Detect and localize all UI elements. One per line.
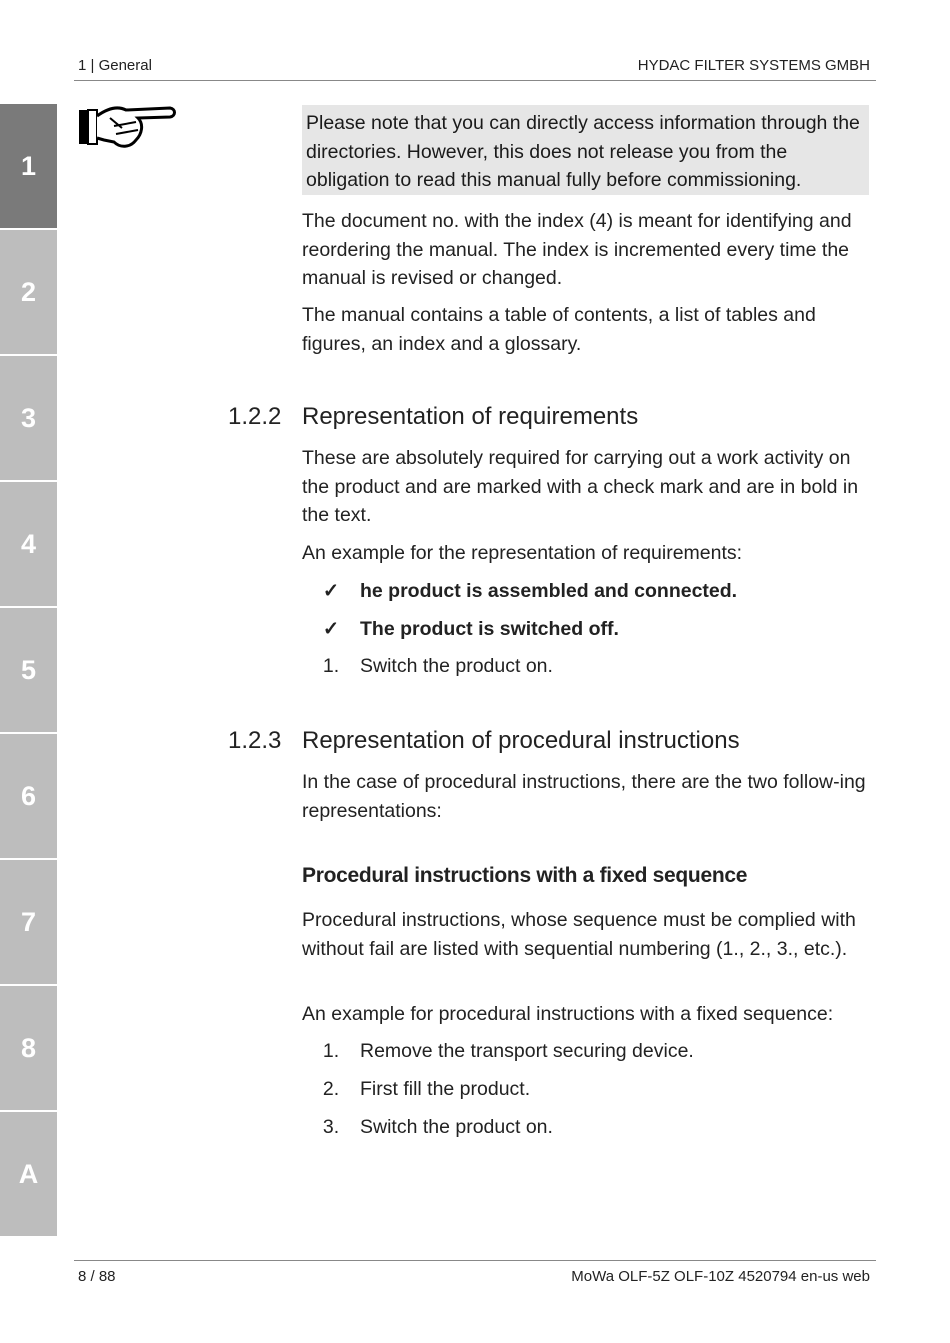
header-rule: [74, 80, 876, 81]
paragraph: In the case of procedural instructions, there are the two follow-ing representations:: [302, 771, 866, 822]
step-text: Switch the product on.: [360, 1116, 553, 1138]
chapter-tab-7[interactable]: 7: [0, 860, 57, 984]
section-title: Representation of procedural instructions: [302, 727, 740, 754]
header-chapter: 1 | General: [78, 57, 152, 74]
footer-rule: [74, 1260, 876, 1261]
subheading: Procedural instructions with a fixed sequence: [302, 864, 748, 887]
section-number: 1.2.2: [228, 403, 282, 430]
document-id: MoWa OLF-5Z OLF-10Z 4520794 en-us web: [571, 1268, 870, 1285]
check-mark-icon: ✓: [322, 580, 340, 602]
section-heading-1-2-2: [228, 403, 638, 431]
step-item: [302, 655, 553, 678]
intro-paragraph-2: The manual contains a table of contents, a list of tables and figures, an index and a glossary.: [302, 304, 816, 355]
step-item: [302, 1116, 553, 1139]
section-number: 1.2.3: [228, 727, 282, 754]
paragraph: Procedural instructions, whose sequence must be complied with without fail are listed with sequential numbering (1., 2., 3., etc.).: [302, 909, 856, 960]
check-mark-icon: ✓: [322, 618, 340, 640]
pointing-hand-icon: [78, 104, 176, 150]
step-text: Remove the transport securing device.: [360, 1040, 694, 1062]
paragraph: An example for procedural instructions with a fixed sequence:: [302, 1003, 834, 1025]
section-title: Representation of requirements: [302, 403, 639, 430]
header-company: HYDAC FILTER SYSTEMS GMBH: [637, 57, 870, 74]
section-heading-1-2-3: [228, 727, 740, 755]
chapter-tab-4[interactable]: 4: [0, 482, 57, 606]
page-number: 8 / 88: [78, 1268, 116, 1285]
note-text: Please note that you can directly access information through the directories. However, this does not release you from the obligation to read this manual fully before commissioning.: [306, 112, 860, 191]
step-number: 1.: [322, 1040, 340, 1062]
note-box: [302, 105, 869, 195]
paragraph: An example for the representation of requirements:: [302, 542, 743, 564]
requirement-item: [302, 579, 737, 603]
chapter-tab-6[interactable]: 6: [0, 734, 57, 858]
step-item: [302, 1078, 530, 1101]
requirement-item: [302, 617, 619, 641]
step-number: 2.: [322, 1078, 340, 1100]
requirement-text: he product is assembled and connected.: [360, 580, 738, 602]
step-number: 3.: [322, 1116, 340, 1138]
step-text: Switch the product on.: [360, 655, 553, 677]
step-number: 1.: [322, 655, 340, 677]
step-item: [302, 1040, 694, 1063]
chapter-tab-3[interactable]: 3: [0, 356, 57, 480]
requirement-text: The product is switched off.: [360, 618, 619, 640]
step-text: First fill the product.: [360, 1078, 531, 1100]
intro-paragraph-1: The document no. with the index (4) is meant for identifying and reordering the manual. The index is incremented every time the manual is revised or changed.: [302, 210, 852, 289]
chapter-tab-8[interactable]: 8: [0, 986, 57, 1110]
chapter-tab-5[interactable]: 5: [0, 608, 57, 732]
chapter-tab-2[interactable]: 2: [0, 230, 57, 354]
chapter-tab-a[interactable]: A: [0, 1112, 57, 1236]
chapter-tab-1[interactable]: 1: [0, 104, 57, 228]
paragraph: These are absolutely required for carrying out a work activity on the product and are marked with a check mark and are in bold in the text.: [302, 447, 859, 526]
